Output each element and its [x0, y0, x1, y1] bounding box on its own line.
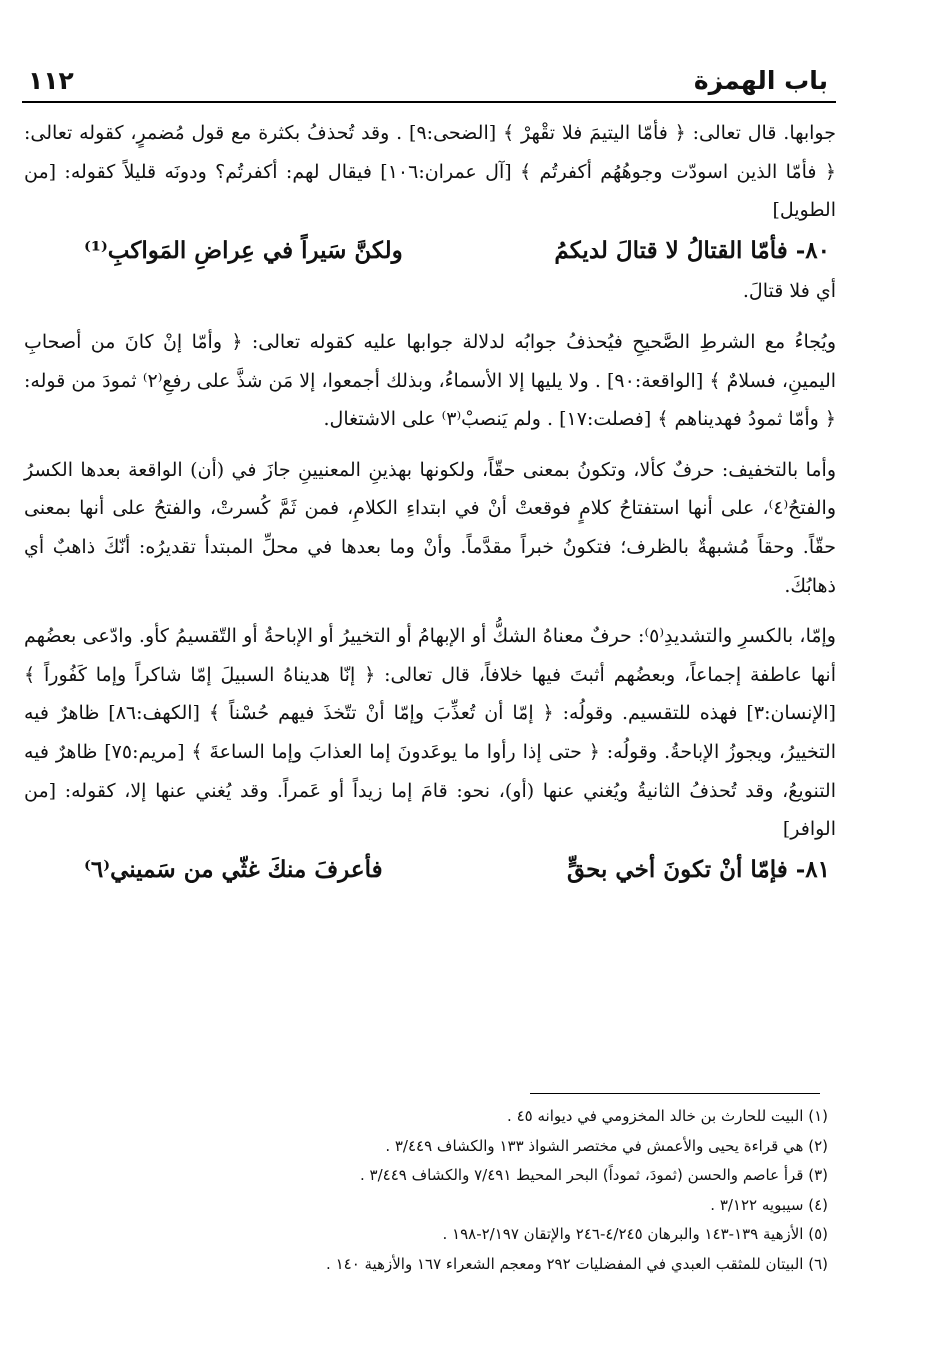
footnote-5: (٥) الأزهية ١٣٩-١٤٣ والبرهان ٤/٢٤٥-٢٤٦ والإتقان ٢/١٩٧-١٩٨ .	[442, 1225, 828, 1243]
main-text	[24, 114, 836, 891]
paragraph-5: وإمّا، بالكسرِ والتشديدِ⁽٥⁾: حرفٌ معناهُ الشكُّ أو الإبهامُ أو التخييرُ أو الإباحةُ أو التّقسيمُ كأو. وادّعى بعضُهم أنها عاطفة إجماعاً، وبعضُهم أثبتَ فيها خلافاً، قال تعالى: ﴿ إنّا هديناهُ السبيلَ إمّا شاكراً وإما كَفُوراً ﴾ [الإنسان:٣] فهذه للتقسيم. وقولُه: ﴿ إمّا أن تُعذِّبَ وإمّا أنْ تتّخذَ فيهم حُسْناً ﴾ [الكهف:٨٦] ظاهرٌ فيه التخييرُ، ويجوزُ الإباحةُ. وقولُه: ﴿ حتى إذا رأوا ما يوعَدونَ إما العذابَ وإما الساعةَ ﴾ [مريم:٧٥] ظاهرٌ فيه التنويعُ، وقد تُحذفُ الثانيةُ ويُغني عنها (أو)، نحو: قامَ إما زيداً أو عَمراً. وقد يُغني عنها إلا، كقوله: [من الوافر]	[24, 625, 836, 841]
footnote-3: (٣) قرأ عاصم والحسن (ثمودَ، ثموداً) البحر المحيط ٧/٤٩١ والكشاف ٣/٤٤٩ .	[359, 1166, 828, 1184]
page-number: ١١٢	[28, 65, 74, 95]
verse-81	[24, 851, 836, 890]
header-divider	[22, 101, 836, 103]
footnote-6: (٦) البيتان للمثقب العبدي في المفضليات ٢٩٢ ومعجم الشعراء ١٦٧ والأزهية ١٤٠ .	[326, 1254, 828, 1273]
verse-80-hemistich-1: ٨٠- فأمّا القتالُ لا قتالَ لديكمُ	[554, 236, 830, 264]
footnote-divider	[530, 1093, 820, 1094]
verse-80	[24, 232, 836, 271]
paragraph-1: جوابها. قال تعالى: ﴿ فأمّا اليتيمَ فلا تقْهرْ ﴾ [الضحى:٩] . وقد تُحذفُ بكثرة مع قول مُضمرٍ، كقوله تعالى: ﴿ فأمّا الذين اسودّت وجوهُهُم أكفرتُم ﴾ [آل عمران:١٠٦] فيقال لهم: أكفرتُم؟ ودونَه قليلاً كقوله: [من الطويل]	[24, 122, 836, 222]
footnote-2: (٢) هي قراءة يحيى والأعمش في مختصر الشواذ ١٣٣ والكشاف ٣/٤٤٩ .	[385, 1136, 828, 1155]
verse-81-hemistich-1: ٨١- فإمّا أنْ تكونَ أخي بحقٍّ	[567, 855, 830, 883]
verse-80-hemistich-2: ولكنَّ سَيراً في عِراضِ المَواكبِ⁽¹⁾	[84, 236, 403, 264]
paragraph-4: وأما بالتخفيف: حرفٌ كألا، وتكونُ بمعنى حقّاً، ولكونها بهذينِ المعنيينِ جازَ في (أن) الواقعة بعدها الكسرُ والفتحُ⁽٤⁾، على أنها استفتاحُ كلامٍ فوقعتْ أنْ في ابتداءِ الكلامِ، فمن ثَمَّ كُسرتْ، والفتحُ على أنها بمعنى حقّاً. وحقاً مُشبهةٌ بالظرف؛ فتكونُ خبراً مقدَّماً. وأنْ وما بعدها في محلِّ المبتدأ تقديرُه: أنّكَ ذاهبٌ أي ذهابُكَ.	[24, 458, 836, 597]
page-header	[28, 62, 828, 98]
footnote-4: (٤) سيبويه ٣/١٢٢ .	[710, 1195, 828, 1214]
paragraph-2: أي فلا قتالَ.	[742, 280, 836, 303]
chapter-title: باب الهمزة	[693, 65, 828, 95]
footnote-1: (١) البيت للحارث بن خالد المخزومي في ديوانه ٤٥ .	[507, 1107, 828, 1125]
verse-81-hemistich-2: فأعرفَ منكَ غثّي من سَميني⁽٦⁾	[84, 855, 383, 883]
paragraph-3: ويُجاءُ مع الشرطِ الصَّحيحِ فيُحذفُ جوابُه لدلالة جوابها عليه كقوله تعالى: ﴿ وأمّا إنْ كانَ من أصحابِ اليمينِ، فسلامٌ ﴾ [الواقعة:٩٠] . ولا يليها إلا الأسماءُ، وبذلك أجمعوا، إلا مَن شذَّ على رفعِ⁽٢⁾ ثمودَ من قوله: ﴿ وأمّا ثمودُ فهديناهم ﴾ [فصلت:١٧] . ولم يَنصبْ⁽٣⁾ على الاشتغال.	[24, 330, 837, 431]
footnotes	[180, 1102, 828, 1279]
